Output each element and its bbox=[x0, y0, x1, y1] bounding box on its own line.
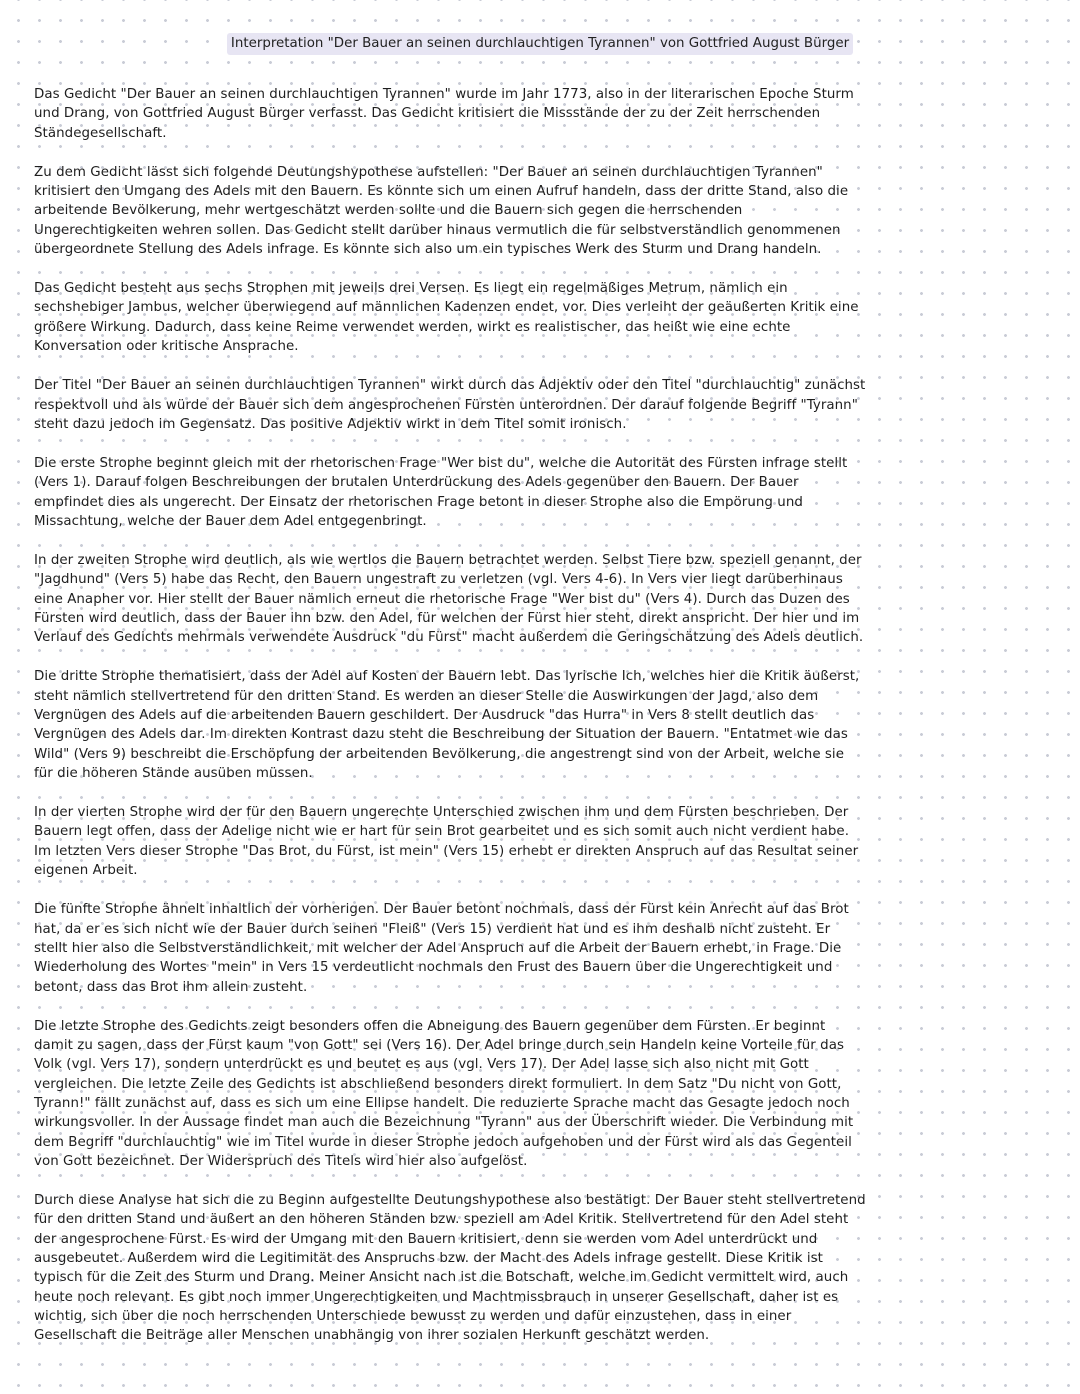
paragraph-intro: Das Gedicht "Der Bauer an seinen durchlauchtigen Tyrannen" wurde im Jahr 1773, also in der literarischen Epoche Sturm und Drang, von Gottfried August Bürger verfasst. Das Gedicht kritisiert die Missstände der zu der Zeit herrschenden Ständegesellschaft. bbox=[34, 87, 854, 141]
paragraph-hypothesis: Zu dem Gedicht lässt sich folgende Deutungshypothese aufstellen: "Der Bauer an seinen durchlauchtigen Tyrannen" kritisiert den Umgang des Adels mit den Bauern. Es könnte sich um einen Aufruf handeln, dass der dritte Stand, also die arbeitende Bevölkerung, mehr wertgeschätzt werden sollte und die Bauern sich gegen die herrschenden Ungerechtigkeiten wehren sollen. Das Gedicht stellt darüber hinaus vermutlich die für selbstverständlich genommenen übergeordnete Stellung des Adels infrage. Es könnte sich also um ein typisches Werk des Sturm und Drang handeln. bbox=[34, 164, 849, 258]
paragraph-stanza-6: Die letzte Strophe des Gedichts zeigt besonders offen die Abneigung des Bauern gegenüber dem Fürsten. Er beginnt damit zu sagen, dass der Fürst kaum "von Gott" sei (Vers 16). Der Adel bringe durch sein Handeln keine Vorteile für das Volk (vgl. Vers 17), sondern unterdrückt es und beutet es aus (vgl. Vers 17). Der Adel lasse sich also nicht mit Gott vergleichen. Die letzte Zeile des Gedichts ist abschließend besonders direkt formuliert. In dem Satz "Du nicht von Gott, Tyrann!" fällt zunächst auf, dass es sich um eine Ellipse handelt. Die reduzierte Sprache macht das Gesagte jedoch noch wirkungsvoller. In der Aussage findet man auch die Bezeichnung "Tyrann" aus der Überschrift wieder. Die Verbindung mit dem Begriff "durchlauchtig" wie im Titel wurde in dieser Strophe jedoch aufgehoben und der Fürst wird als das Gegenteil von Gott bezeichnet. Der Widerspruch des Titels wird hier also aufgelöst. bbox=[34, 1018, 854, 1169]
paragraph-conclusion: Durch diese Analyse hat sich die zu Beginn aufgestellte Deutungshypothese also bestätigt. Der Bauer steht stellvertretend für den dritten Stand und äußert an den höheren Ständen bzw. speziell am Adel Kritik. Stellvertretend für den Adel steht der angesprochene Fürst. Es wird der Umgang mit den Bauern kritisiert, denn sie werden vom Adel unterdrückt und ausgebeutet. Außerdem wird die Legitimität des Anspruchs bzw. der Macht des Adels infrage gestellt. Diese Kritik ist typisch für die Zeit des Sturm und Drang. Meiner Ansicht nach ist die Botschaft, welche im Gedicht vermittelt wird, auch heute noch relevant. Es gibt noch immer Ungerechtigkeiten und Machtmissbrauch in unserer Gesellschaft, daher ist es wichtig, sich über die noch herrschenden Unterschiede bewusst zu werden und dafür einzustehen, dass in einer Gesellschaft die Beiträge aller Menschen unabhängig von ihrer sozialen Herkunft geschätzt werden. bbox=[34, 1193, 866, 1344]
paragraph-stanza-1: Die erste Strophe beginnt gleich mit der rhetorischen Frage "Wer bist du", welche die Autorität des Fürsten infrage stellt (Vers 1). Darauf folgen Beschreibungen der brutalen Unterdrückung des Adels gegenüber den Bauern. Der Bauer empfindet dies als ungerecht. Der Einsatz der rhetorischen Frage betont in dieser Strophe also die Empörung und Missachtung, welche der Bauer dem Adel entgegenbringt. bbox=[34, 455, 848, 529]
title-container bbox=[0, 32, 1080, 55]
paragraph-stanza-4: In der vierten Strophe wird der für den Bauern ungerechte Unterschied zwischen ihm und dem Fürsten beschrieben. Der Bauern legt offen, dass der Adelige nicht wie er hart für sein Brot gearbeitet und es sich somit auch nicht verdient habe. Im letzten Vers dieser Strophe "Das Brot, du Fürst, ist mein" (Vers 15) erhebt er direkten Anspruch auf das Resultat seiner eigenen Arbeit. bbox=[34, 805, 859, 879]
paragraph-stanza-2: In der zweiten Strophe wird deutlich, als wie wertlos die Bauern betrachtet werden. Selbst Tiere bzw. speziell genannt, der "Jagdhund" (Vers 5) habe das Recht, den Bauern ungestraft zu verletzen (vgl. Vers 4-6). In Vers vier liegt darüberhinaus eine Anapher vor. Hier stellt der Bauer nämlich erneut die rhetorische Frage "Wer bist du" (Vers 4). Durch das Duzen des Fürsten wird deutlich, dass der Bauer ihn bzw. den Adel, für welchen der Fürst hier steht, direkt anspricht. Der hier und im Verlauf des Gedichts mehrmals verwendete Ausdruck "du Fürst" macht außerdem die Geringschätzung des Adels deutlich. bbox=[34, 552, 864, 646]
document-body bbox=[34, 85, 866, 1346]
paragraph-stanza-3: Die dritte Strophe thematisiert, dass der Adel auf Kosten der Bauern lebt. Das lyrische Ich, welches hier die Kritik äußerst, steht nämlich stellvertretend für den dritten Stand. Es werden an dieser Stelle die Auswirkungen der Jagd, also dem Vergnügen des Adels auf die arbeitenden Bauern geschildert. Der Ausdruck "das Hurra" in Vers 8 stellt deutlich das Vergnügen des Adels dar. Im direkten Kontrast dazu steht die Beschreibung der Situation der Bauern. "Entatmet wie das Wild" (Vers 9) beschreibt die Erschöpfung der arbeitenden Bevölkerung, die angestrengt sind von der Arbeit, welche sie für die höheren Stände ausüben müssen. bbox=[34, 669, 860, 782]
paragraph-title-analysis: Der Titel "Der Bauer an seinen durchlauchtigen Tyrannen" wirkt durch das Adjektiv oder den Titel "durchlauchtig" zunächst respektvoll und als würde der Bauer sich dem angesprochenen Fürsten unterordnen. Der darauf folgende Begriff "Tyrann" steht dazu jedoch im Gegensatz. Das positive Adjektiv wirkt in dem Titel somit ironisch. bbox=[34, 378, 866, 432]
paragraph-stanza-5: Die fünfte Strophe ähnelt inhaltlich der vorherigen. Der Bauer betont nochmals, dass der Fürst kein Anrecht auf das Brot hat, da er es sich nicht wie der Bauer durch seinen "Fleiß" (Vers 15) verdient hat und es ihm deshalb nicht zusteht. Er stellt hier also die Selbstverständlichkeit, mit welcher der Adel Anspruch auf die Arbeit der Bauern erhebt, in Frage. Die Wiederholung des Wortes "mein" in Vers 15 verdeutlicht nochmals den Frust des Bauern über die Ungerechtigkeit und betont, dass das Brot ihm allein zusteht. bbox=[34, 902, 849, 995]
paragraph-form: Das Gedicht besteht aus sechs Strophen mit jeweils drei Versen. Es liegt ein regelmäßiges Metrum, nämlich ein sechshebiger Jambus, welcher überwiegend auf männlichen Kadenzen endet, vor. Dies verleiht der geäußerten Kritik eine größere Wirkung. Dadurch, dass keine Reime verwendet werden, wirkt es realistischer, das heißt wie eine echte Konversation oder kritische Ansprache. bbox=[34, 281, 859, 355]
document-title: Interpretation "Der Bauer an seinen durchlauchtigen Tyrannen" von Gottfried August Bürger bbox=[227, 33, 853, 55]
